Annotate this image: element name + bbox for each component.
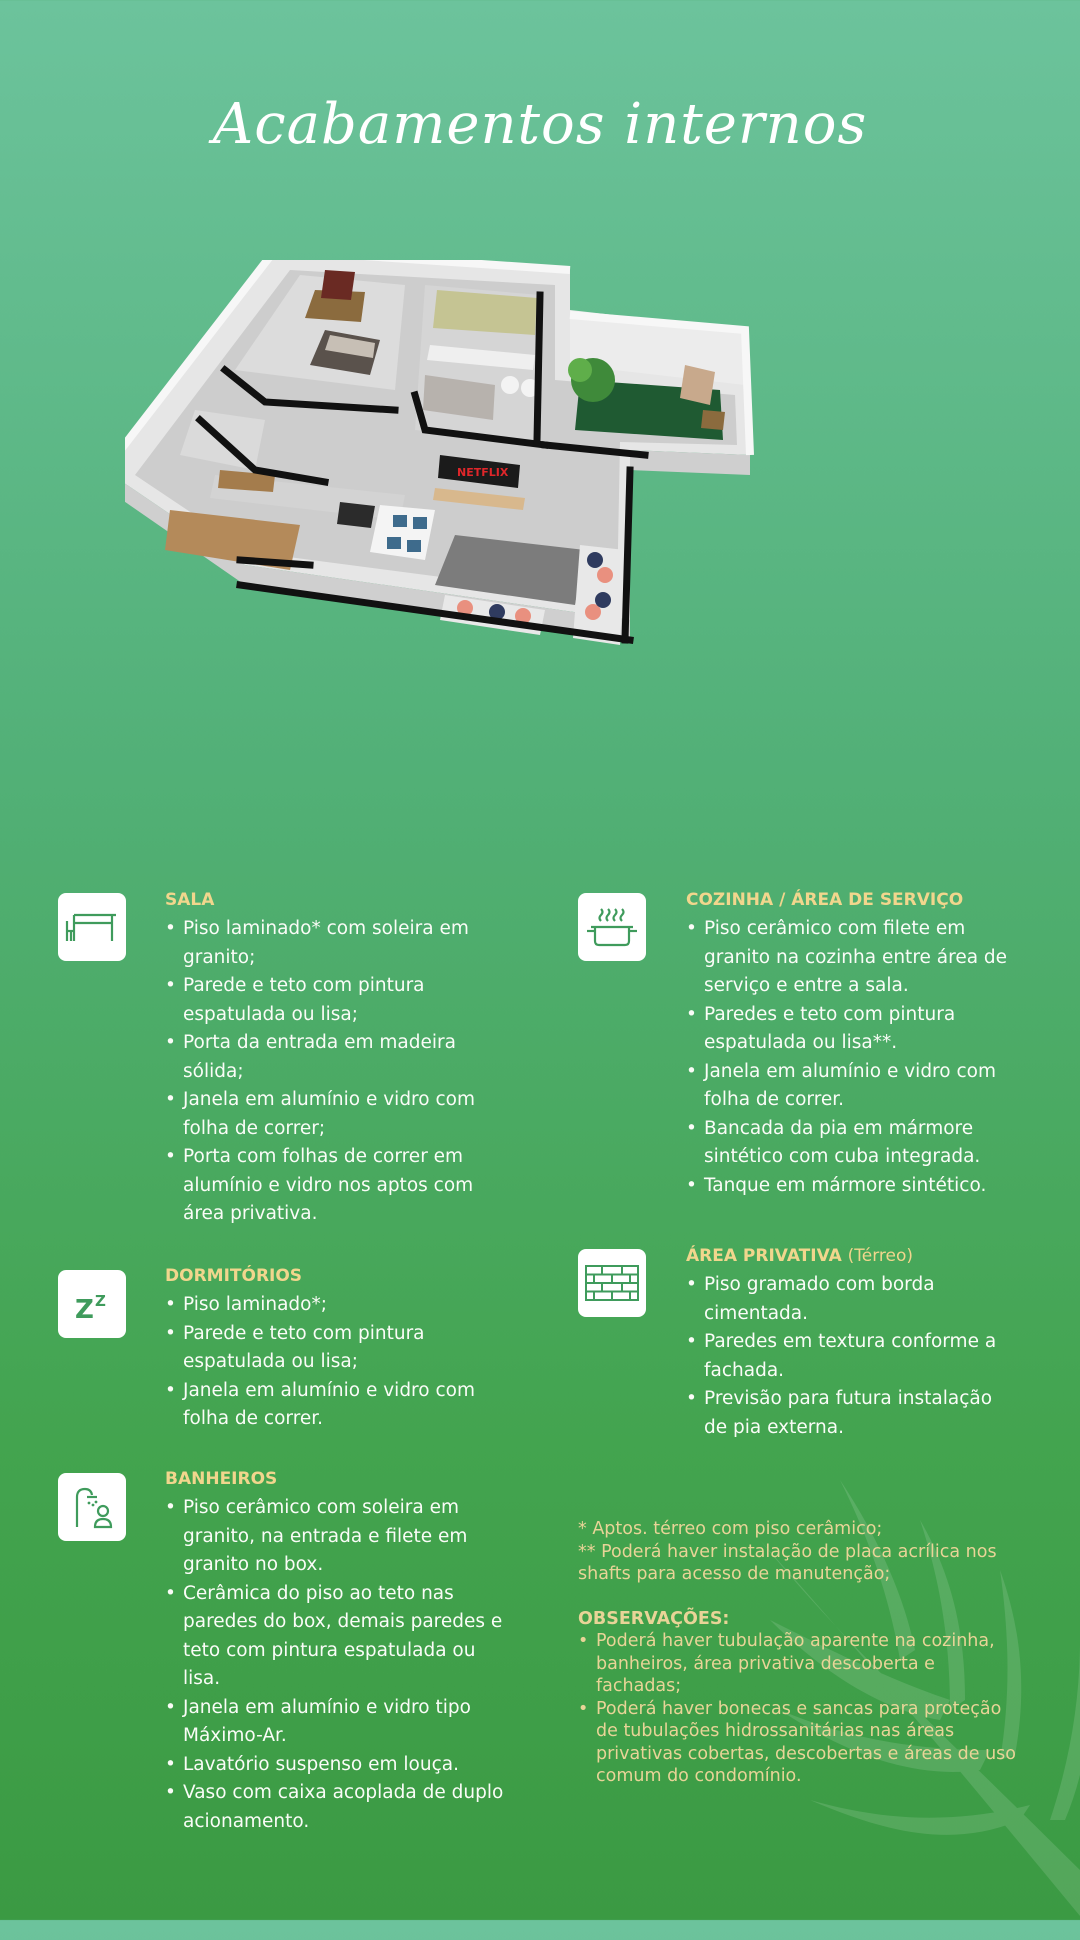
svg-text:Z: Z [75,1295,94,1324]
list-item: • Piso gramado com borda cimentada. [686,1271,1016,1328]
section-title-cozinha: COZINHA / ÁREA DE SERVIÇO [686,890,964,910]
area-privativa-title: ÁREA PRIVATIVA [686,1246,842,1266]
shower-icon [67,1483,117,1531]
section-title-banheiros: BANHEIROS [165,1469,278,1489]
page-title: Acabamentos internos [212,92,868,157]
list-item: • Previsão para futura instalação de pia externa. [686,1385,1016,1442]
section-area-privativa [686,1245,1016,1442]
observation-item: • Poderá haver bonecas e sancas para proteção de tubulações hidrossanitárias nas áreas privativas cobertas, descobertas e áreas de uso comum do condomínio. [578,1698,1018,1788]
section-title-sala: SALA [165,890,215,910]
section-title-dormitorios: DORMITÓRIOS [165,1266,303,1286]
cozinha-icon-box [578,893,646,961]
section-cozinha [686,889,1016,1200]
section-banheiros [165,1468,505,1836]
list-item: • Janela em alumínio e vidro com folha de correr. [165,1377,505,1434]
list-item: • Janela em alumínio e vidro com folha de correr; [165,1086,505,1143]
svg-text:Z: Z [95,1292,106,1310]
list-item: • Tanque em mármore sintético. [686,1172,1016,1201]
list-item: • Janela em alumínio e vidro com folha de correr. [686,1058,1016,1115]
list-item: • Bancada da pia em mármore sintético com cuba integrada. [686,1115,1016,1172]
section-title-area-privativa [686,1245,1016,1267]
list-item: • Vaso com caixa acoplada de duplo acionamento. [165,1779,505,1836]
list-item: • Paredes e teto com pintura espatulada ou lisa**. [686,1001,1016,1058]
floor-plan-illustration [125,260,925,800]
dormitorios-icon-box [58,1270,126,1338]
list-item: • Cerâmica do piso ao teto nas paredes do box, demais paredes e teto com pintura espatulada ou lisa. [165,1580,505,1694]
list-item: • Piso cerâmico com filete em granito na cozinha entre área de serviço e entre a sala. [686,915,1016,1001]
observations-title: OBSERVAÇÕES: [578,1608,730,1629]
list-item: • Porta da entrada em madeira sólida; [165,1029,505,1086]
brick-wall-icon [584,1264,640,1302]
section-dormitorios [165,1265,505,1434]
list-item: • Piso cerâmico com soleira em granito, na entrada e filete em granito no box. [165,1494,505,1580]
footnote-1: * Aptos. térreo com piso cerâmico; [578,1519,883,1539]
area-privativa-icon-box [578,1249,646,1317]
list-item: • Parede e teto com pintura espatulada ou lisa; [165,1320,505,1377]
list-item: • Parede e teto com pintura espatulada ou lisa; [165,972,505,1029]
list-item: • Piso laminado* com soleira em granito; [165,915,505,972]
banheiros-icon-box [58,1473,126,1541]
list-item: • Porta com folhas de correr em alumínio e vidro nos aptos com área privativa. [165,1143,505,1229]
cooking-pot-icon [585,905,639,949]
list-item: • Lavatório suspenso em louça. [165,1751,505,1780]
observation-item: • Poderá haver tubulação aparente na cozinha, banheiros, área privativa descoberta e fachadas; [578,1630,1018,1698]
table-icon [64,907,120,947]
list-item: • Janela em alumínio e vidro tipo Máximo-Ar. [165,1694,505,1751]
tv-netflix-label: NETFLIX [457,466,509,479]
footnote-2: ** Poderá haver instalação de placa acrílica nos shafts para acesso de manutenção; [578,1541,997,1584]
section-sala [165,889,505,1229]
sala-icon-box [58,893,126,961]
list-item: • Paredes em textura conforme a fachada. [686,1328,1016,1385]
notes-block [578,1518,1018,1788]
sleep-icon [67,1284,117,1324]
list-item: • Piso laminado*; [165,1291,505,1320]
area-privativa-title-suffix: (Térreo) [847,1246,914,1266]
